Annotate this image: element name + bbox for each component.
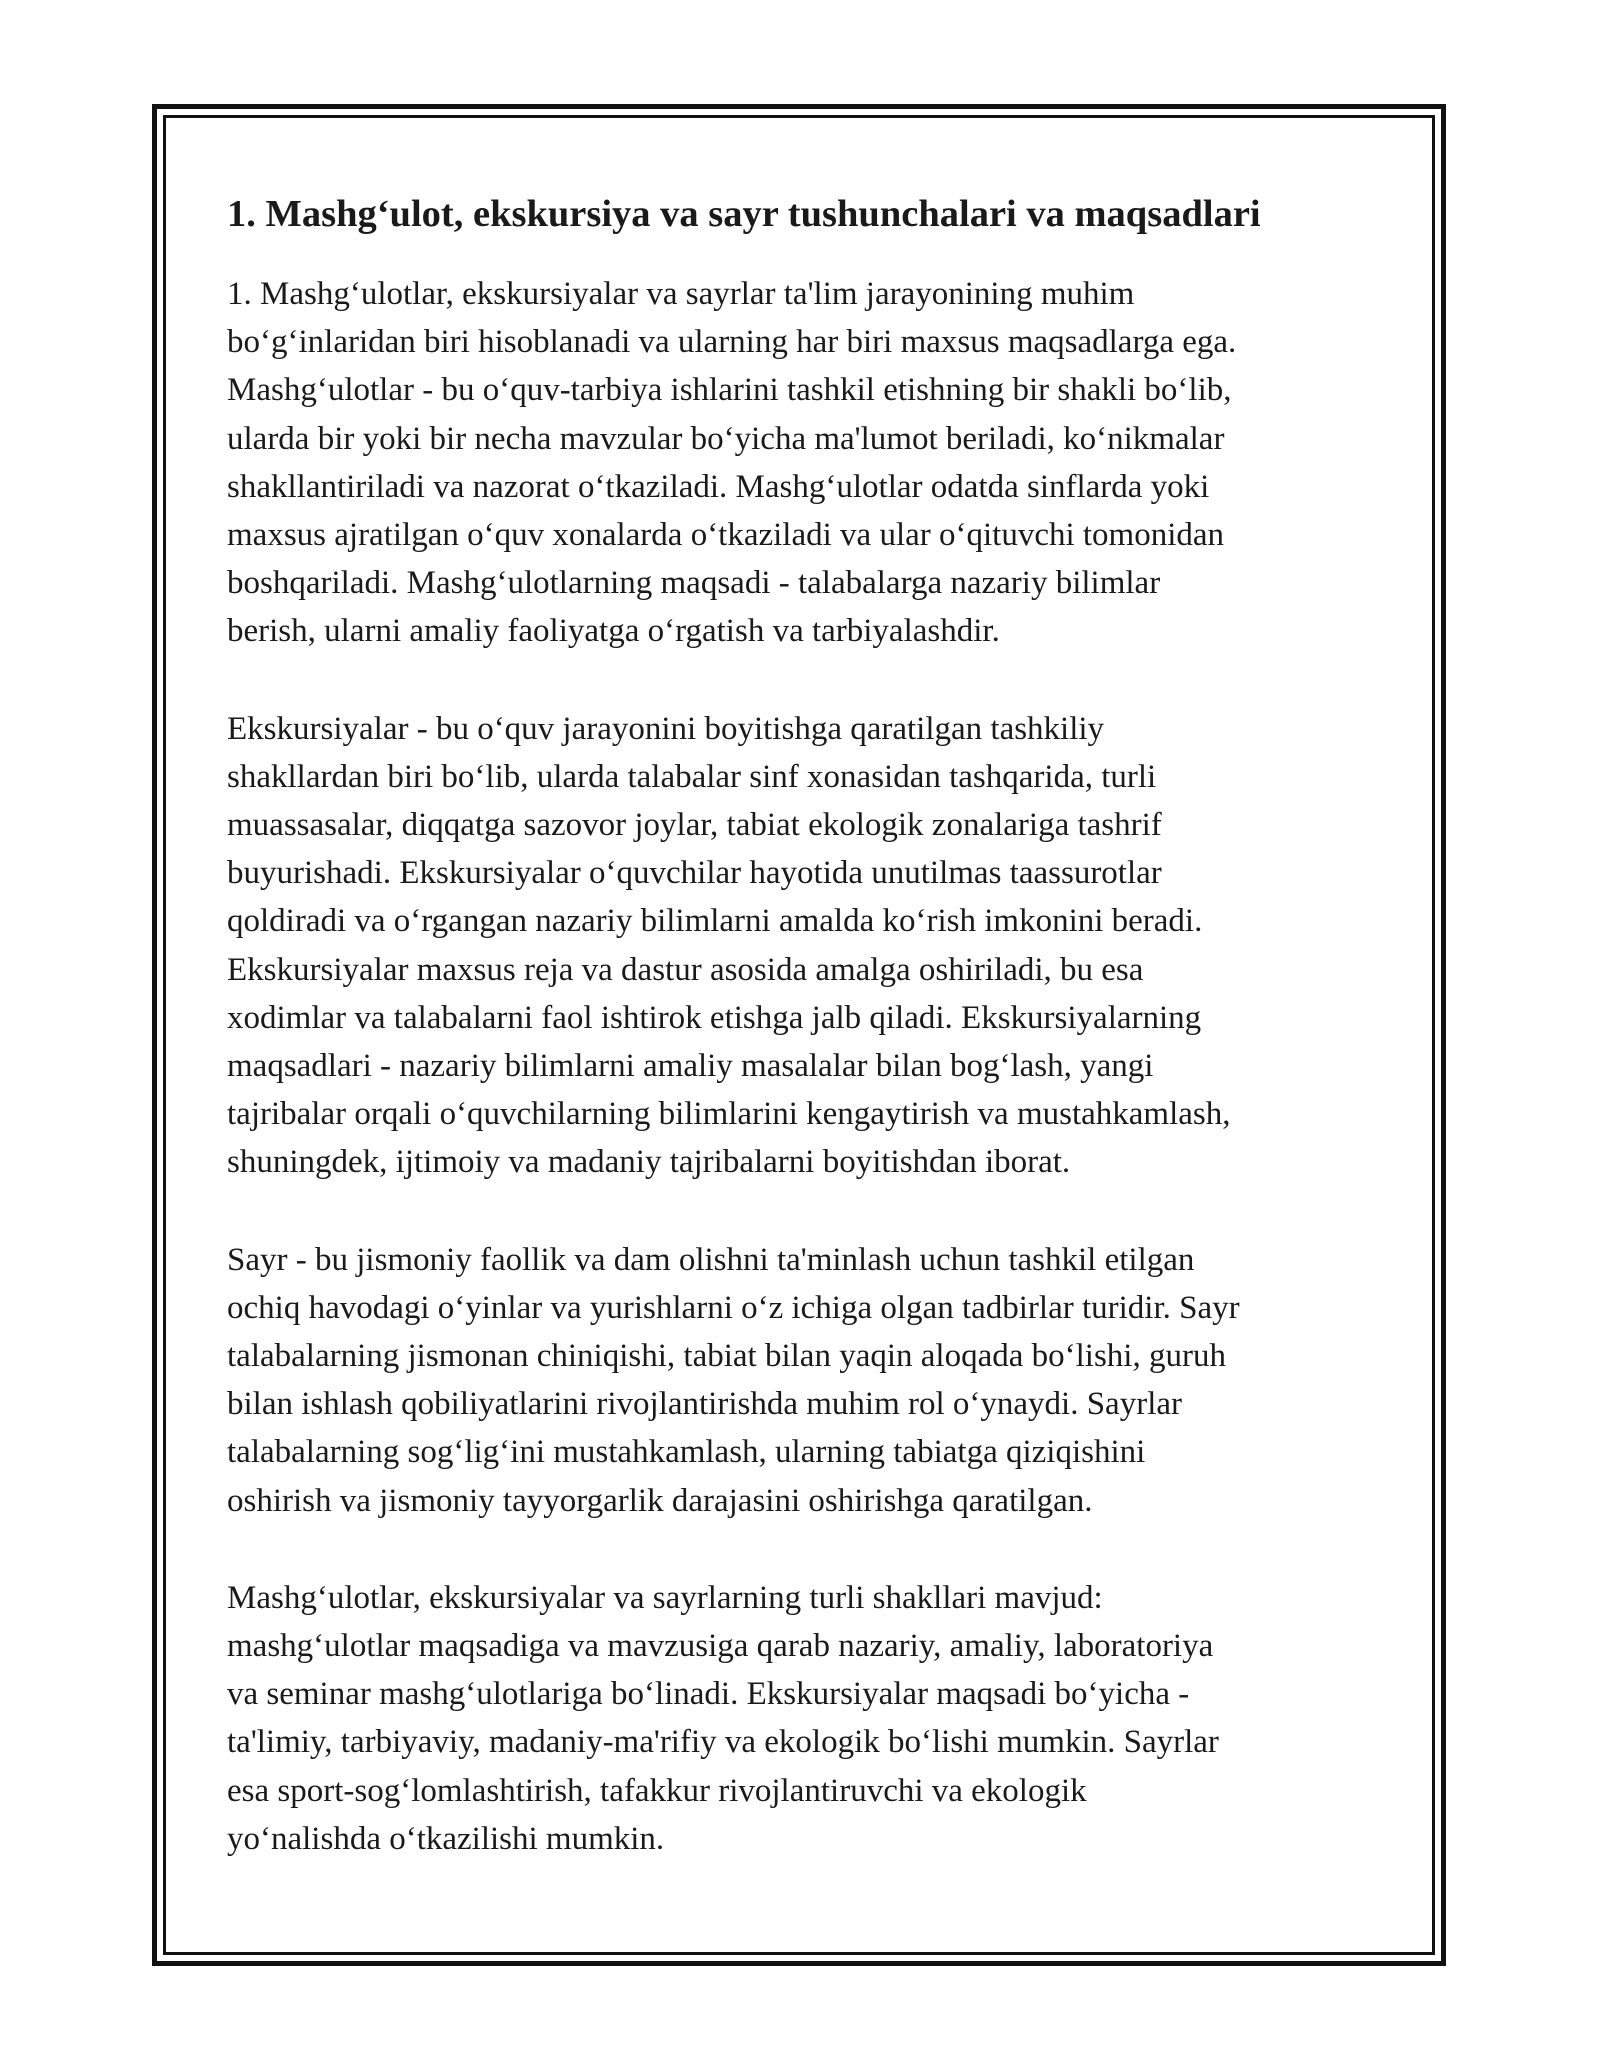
text-line: ta'limiy, tarbiyaviy, madaniy-ma'rifiy va ekologik bo‘lishi mumkin. Sayrlar bbox=[227, 1724, 1219, 1761]
text-line: maqsadlari - nazariy bilimlarni amaliy masalalar bilan bog‘lash, yangi bbox=[227, 1048, 1154, 1085]
text-line: ochiq havodagi o‘yinlar va yurishlarni o‘z ichiga olgan tadbirlar turidir. Sayr bbox=[227, 1289, 1240, 1326]
text-line: shakllantiriladi va nazorat o‘tkaziladi. Mashg‘ulotlar odatda sinflarda yoki bbox=[227, 468, 1210, 505]
text-line: 1. Mashg‘ulotlar, ekskursiyalar va sayrlar ta'lim jarayonining muhim bbox=[227, 276, 1135, 312]
text-line: shuningdek, ijtimoiy va madaniy tajribalarni boyitishdan iborat. bbox=[227, 1144, 1071, 1181]
text-line: tajribalar orqali o‘quvchilarning bilimlarini kengaytirish va mustahkamlash, bbox=[227, 1096, 1231, 1133]
paragraph-ekskursiyalar bbox=[227, 705, 1387, 1187]
paragraph-sayr bbox=[227, 1236, 1387, 1525]
section-title: 1. Mashg‘ulot, ekskursiya va sayr tushunchalari va maqsadlari bbox=[227, 193, 1261, 235]
text-line: Mashg‘ulotlar, ekskursiyalar va sayrlarning turli shakllari mavjud: bbox=[227, 1579, 1103, 1616]
text-line: bo‘g‘inlaridan biri hisoblanadi va ularning har biri maxsus maqsadlarga ega. bbox=[227, 324, 1237, 361]
text-line: esa sport-sog‘lomlashtirish, tafakkur rivojlantiruvchi va ekologik bbox=[227, 1772, 1087, 1809]
text-line: Ekskursiyalar - bu o‘quv jarayonini boyitishga qaratilgan tashkiliy bbox=[227, 710, 1105, 747]
text-line: mashg‘ulotlar maqsadiga va mavzusiga qarab nazariy, amaliy, laboratoriya bbox=[227, 1628, 1214, 1665]
text-line: yo‘nalishda o‘tkazilishi mumkin. bbox=[227, 1820, 665, 1857]
paragraph-mashgulotlar bbox=[227, 270, 1387, 656]
text-line: qoldiradi va o‘rgangan nazariy bilimlarni amalda ko‘rish imkonini beradi. bbox=[227, 903, 1203, 940]
text-line: Sayr - bu jismoniy faollik va dam olishni ta'minlash uchun tashkil etilgan bbox=[227, 1241, 1195, 1278]
text-line: bilan ishlash qobiliyatlarini rivojlantirishda muhim rol o‘ynaydi. Sayrlar bbox=[227, 1386, 1183, 1423]
text-line: muassasalar, diqqatga sazovor joylar, tabiat ekologik zonalariga tashrif bbox=[227, 807, 1162, 844]
text-line: xodimlar va talabalarni faol ishtirok etishga jalb qiladi. Ekskursiyalarning bbox=[227, 999, 1202, 1036]
text-line: boshqariladi. Mashg‘ulotlarning maqsadi - talabalarga nazariy bilimlar bbox=[227, 565, 1161, 602]
text-line: talabalarning jismonan chiniqishi, tabiat bilan yaqin aloqada bo‘lishi, guruh bbox=[227, 1338, 1226, 1375]
text-line: talabalarning sog‘lig‘ini mustahkamlash, ularning tabiatga qiziqishini bbox=[227, 1434, 1146, 1471]
text-line: berish, ularni amaliy faoliyatga o‘rgatish va tarbiyalashdir. bbox=[227, 613, 1000, 650]
text-line: Ekskursiyalar maxsus reja va dastur asosida amalga oshiriladi, bu esa bbox=[227, 951, 1144, 988]
text-line: va seminar mashg‘ulotlariga bo‘linadi. Ekskursiyalar maqsadi bo‘yicha - bbox=[227, 1676, 1190, 1713]
document-body bbox=[227, 186, 1387, 1863]
text-line: shakllardan biri bo‘lib, ularda talabalar sinf xonasidan tashqarida, turli bbox=[227, 758, 1157, 795]
text-line: oshirish va jismoniy tayyorgarlik darajasini oshirishga qaratilgan. bbox=[227, 1482, 1093, 1519]
text-line: maxsus ajratilgan o‘quv xonalarda o‘tkaziladi va ular o‘qituvchi tomonidan bbox=[227, 517, 1225, 554]
text-line: Mashg‘ulotlar - bu o‘quv-tarbiya ishlarini tashkil etishning bir shakli bo‘lib, bbox=[227, 372, 1232, 409]
text-line: ularda bir yoki bir necha mavzular bo‘yicha ma'lumot beriladi, ko‘nikmalar bbox=[227, 420, 1225, 457]
paragraph-shakllar bbox=[227, 1574, 1387, 1863]
text-line: buyurishadi. Ekskursiyalar o‘quvchilar hayotida unutilmas taassurotlar bbox=[227, 855, 1162, 892]
